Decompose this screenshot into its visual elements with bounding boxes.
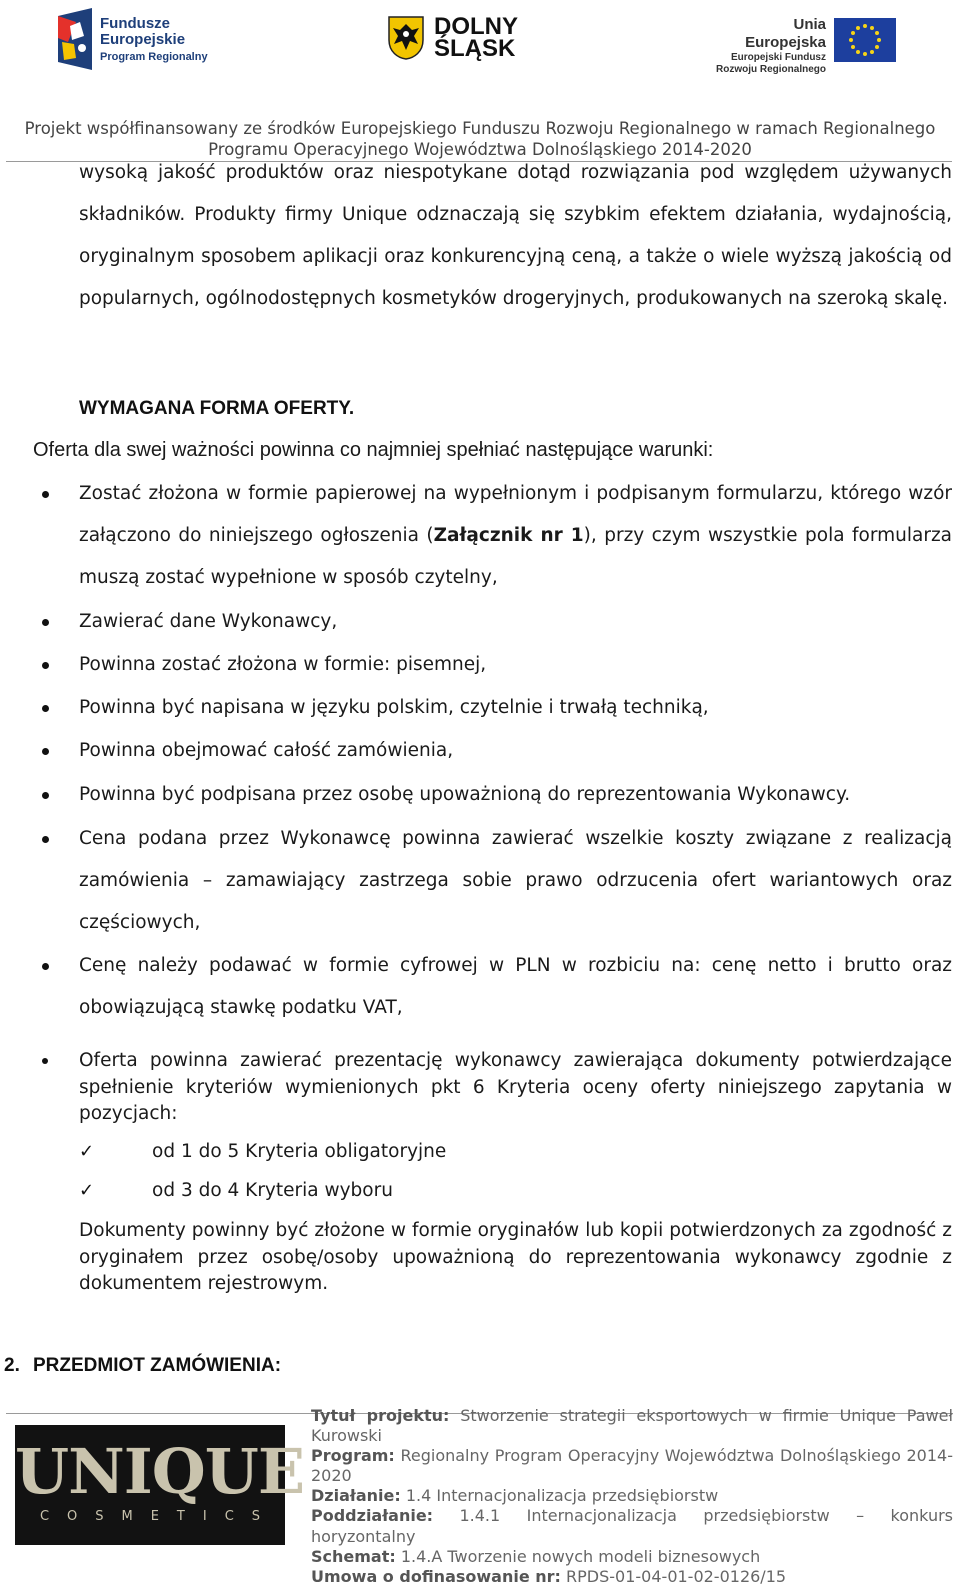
bullet-dot [42,792,49,799]
intro-paragraph: wysoką jakość produktów oraz niespotykane dotąd rozwiązania pod względem używanych składników. Produkty firmy Unique odznaczają się szybkim efektem działania, wydajnością, oryginalnym sposobem aplikacji oraz konkurencyjną ceną, a także o wiele wyższą jakością od popularnych, ogólnodostępnych kosmetyków drogeryjnych, produkowanych na szeroką skalę. [79,162,952,309]
action-row [311,1486,953,1506]
ds-logo-line2: ŚLĄSK [434,35,516,62]
brand-subtitle: COSMETICS [39,1509,279,1524]
ue-logo-line1: Unia Europejska [745,16,826,51]
bullet-dot [42,836,49,843]
project-title-row [311,1406,953,1446]
unique-cosmetics-logo [15,1425,305,1545]
eagle-shield-icon [388,16,424,60]
bullet-dot [42,662,49,669]
dolny-slask-logo [388,14,528,68]
ds-logo-line1: DOLNY [434,13,518,40]
bullet-item-6: Powinna być podpisana przez osobę upoważnioną do reprezentowania Wykonawcy. [79,784,851,805]
fundusze-europejskie-logo [58,8,218,72]
contract-value: RPDS-01-04-01-02-0126/15 [566,1566,787,1586]
subaction-label: Poddziałanie: [311,1506,434,1526]
program-value: Regionalny Program Operacyjny Województwa Dolnośląskiego 2014-2020 [311,1446,953,1486]
documents-paragraph: Dokumenty powinny być złożone w formie oryginałów lub kopii potwierdzonych za zgodność z oryginałem przez osobę/osoby upoważnioną do reprezentowania wykonawcy zgodnie z dokumentem rejestrowym. [79,1220,952,1294]
bullet-item-8: Cenę należy podawać w formie cyfrowej w PLN w rozbiciu na: cenę netto i brutto oraz obowiązującą stawkę podatku VAT, [79,955,952,1018]
checkmark-icon: ✓ [79,1180,95,1201]
checkmark-icon: ✓ [79,1141,95,1162]
bullet-item-7: Cena podana przez Wykonawcę powinna zawierać wszelkie koszty związane z realizacją zamówienia – zamawiający zastrzega sobie prawo odrzucenia ofert wariantowych oraz częściowych, [79,828,952,933]
contract-row [311,1567,953,1587]
brand-name: UNIQUE [15,1435,305,1508]
bullet-item-3: Powinna zostać złożona w formie: pisemnej, [79,654,487,675]
action-value: 1.4 Internacjonalizacja przedsiębiorstw [405,1486,719,1506]
cofinancing-note-line1: Projekt współfinansowany ze środków Europejskiego Funduszu Rozwoju Regionalnego w ramach Regionalnego [24,119,936,138]
ue-logo-line2: Europejski Fundusz [730,52,826,63]
bullet-item-1 [79,473,952,599]
fe-logo-line3: Program Regionalny [100,51,208,63]
project-info [311,1406,953,1587]
eu-flag-icon [834,18,896,62]
bullet-item-5: Powinna obejmować całość zamówienia, [79,740,454,761]
check-item-1: od 1 do 5 Kryteria obligatoryjne [152,1141,447,1162]
fe-logo-line1: Fundusze [100,15,170,32]
bullet1-text-b: ), przy czym wszystkie pola formularza muszą zostać wypełnione w sposób czytelny, [79,525,953,588]
bullet-dot [42,748,49,755]
project-title-label: Tytuł projektu: [311,1406,450,1425]
bullet-item-9: Oferta powinna zawierać prezentację wykonawcy zawierająca dokumenty potwierdzające spełnienie kryteriów wymienionych pkt 6 Kryteria oceny oferty niniejszego zapytania w pozycjach: [79,1050,952,1124]
action-label: Działanie: [311,1486,401,1506]
fundusze-europejskie-mark-icon [58,8,92,70]
fe-logo-line2: Europejskie [100,31,186,48]
bullet-dot [42,963,49,970]
bullet-dot [42,491,49,498]
contract-label: Umowa o dofinasowanie nr: [311,1566,561,1586]
attachment-reference: Załącznik nr 1 [433,525,584,546]
bullet-item-4: Powinna być napisana w języku polskim, czytelnie i trwałą techniką, [79,697,709,718]
program-label: Program: [311,1446,395,1466]
cofinancing-note-line2: Programu Operacyjnego Województwa Dolnośląskiego 2014-2020 [208,140,752,159]
check-item-2: od 3 do 4 Kryteria wyboru [152,1180,393,1201]
ue-logo-line3: Rozwoju Regionalnego [716,64,826,75]
bullet-dot [42,705,49,712]
scheme-label: Schemat: [311,1546,396,1566]
unia-europejska-logo [710,12,900,75]
section-heading: WYMAGANA FORMA OFERTY. [79,398,355,419]
scheme-row [311,1547,953,1567]
bullet-dot [42,619,49,626]
bullet1-text-a: Zostać złożona w formie papierowej na wypełnionym i podpisanym formularzu, którego wzór załączono do niniejszego ogłoszenia ( [79,483,952,546]
bullet-item-2: Zawierać dane Wykonawcy, [79,611,338,632]
project-title-value: Stworzenie strategii eksportowych w firmie Unique Paweł Kurowski [311,1406,953,1446]
section2-number: 2. [4,1355,20,1376]
scheme-value: 1.4.A Tworzenie nowych modeli biznesowych [400,1546,761,1566]
subaction-value: 1.4.1 Internacjonalizacja przedsiębiorstw – konkurs horyzontalny [311,1506,953,1546]
section2-title: PRZEDMIOT ZAMÓWIENIA: [33,1355,282,1376]
program-row [311,1446,953,1486]
subaction-row [311,1506,953,1546]
bullet-dot [42,1058,48,1064]
lead-text: Oferta dla swej ważności powinna co najmniej spełniać następujące warunki: [33,439,714,461]
